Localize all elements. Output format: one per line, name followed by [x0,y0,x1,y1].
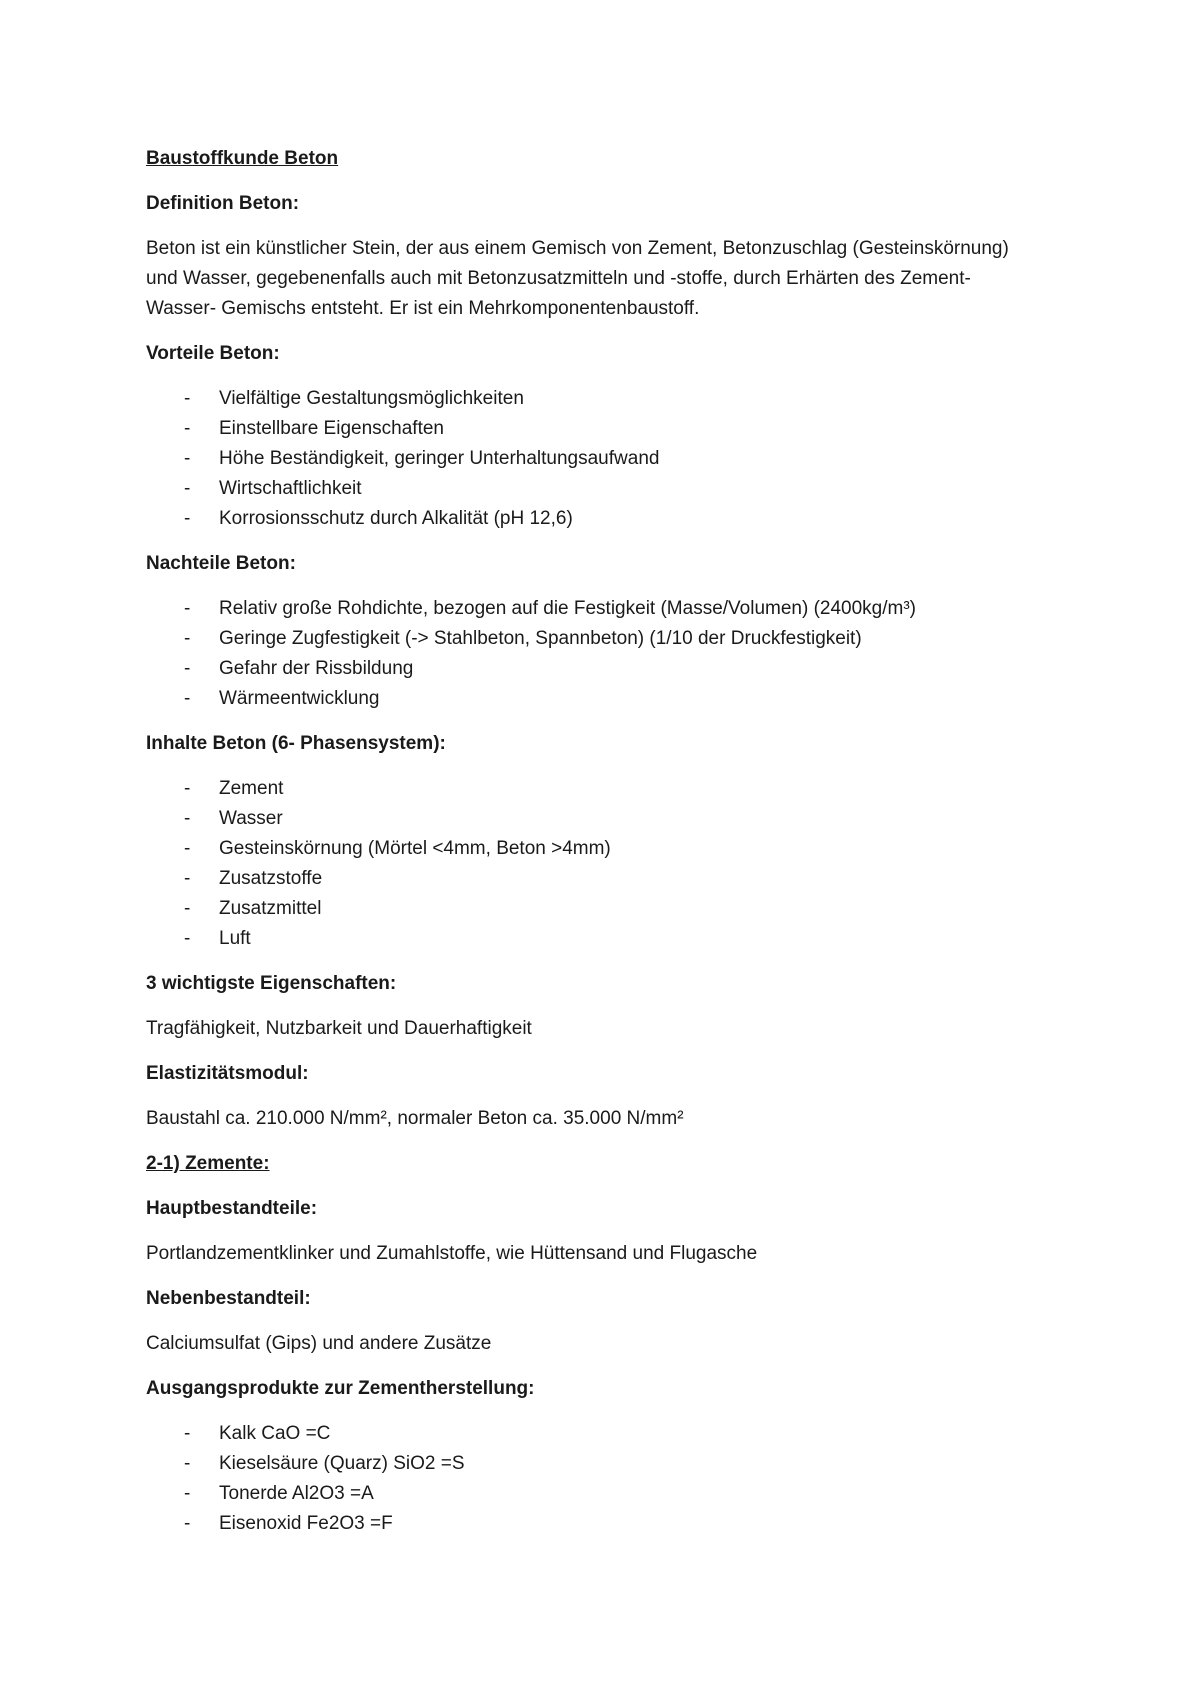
list-item-text: Tonerde Al2O3 =A [219,1483,374,1504]
list-item-text: Vielfältige Gestaltungsmöglichkeiten [219,388,524,409]
heading-emodul: Elastizitätsmodul: [146,1063,309,1084]
paragraph-eigenschaften: Tragfähigkeit, Nutzbarkeit und Dauerhaftigkeit [146,1018,532,1039]
paragraph-line: Beton ist ein künstlicher Stein, der aus einem Gemisch von Zement, Betonzuschlag (Gesteinskörnung) [146,238,1009,259]
list-item [146,444,1080,474]
list-item [146,504,1080,534]
heading-zemente: 2-1) Zemente: [146,1153,270,1174]
list-item [146,1479,1080,1509]
list-item [146,474,1080,504]
dash-bullet: - [184,808,191,829]
list-item [146,924,1080,954]
list-item [146,654,1080,684]
list-item-text: Zement [219,778,284,799]
list-item-text: Luft [219,928,251,949]
heading-hauptbestandteile: Hauptbestandteile: [146,1198,318,1219]
list-item [146,384,1080,414]
list-item-text: Kalk CaO =C [219,1423,331,1444]
list-item-text: Eisenoxid Fe2O3 =F [219,1513,393,1534]
list-item-text: Wasser [219,808,283,829]
list-item-text: Gefahr der Rissbildung [219,658,414,679]
paragraph-definition [146,234,1080,324]
paragraph-nebenbestandteil: Calciumsulfat (Gips) und andere Zusätze [146,1333,492,1354]
paragraph-line: und Wasser, gegebenenfalls auch mit Betonzusatzmitteln und -stoffe, durch Erhärten des Zement- [146,268,971,289]
heading-nebenbestandteil: Nebenbestandteil: [146,1288,311,1309]
paragraph-line: Wasser- Gemischs entsteht. Er ist ein Mehrkomponentenbaustoff. [146,298,700,319]
list-item-text: Zusatzmittel [219,898,322,919]
list-item [146,774,1080,804]
list-item [146,804,1080,834]
dash-bullet: - [184,478,191,499]
list-item-text: Höhe Beständigkeit, geringer Unterhaltungsaufwand [219,448,660,469]
dash-bullet: - [184,388,191,409]
list-item [146,1449,1080,1479]
list-ausgangsprodukte [146,1419,1080,1539]
dash-bullet: - [184,898,191,919]
list-inhalte [146,774,1080,954]
list-item [146,594,1080,624]
dash-bullet: - [184,838,191,859]
heading-definition: Definition Beton: [146,193,300,214]
dash-bullet: - [184,1513,191,1534]
dash-bullet: - [184,868,191,889]
paragraph-emodul: Baustahl ca. 210.000 N/mm², normaler Beton ca. 35.000 N/mm² [146,1108,684,1129]
document-title: Baustoffkunde Beton [146,148,339,169]
list-item [146,684,1080,714]
heading-nachteile: Nachteile Beton: [146,553,296,574]
dash-bullet: - [184,778,191,799]
heading-ausgangsprodukte: Ausgangsprodukte zur Zementherstellung: [146,1378,535,1399]
dash-bullet: - [184,418,191,439]
list-item-text: Wärmeentwicklung [219,688,380,709]
dash-bullet: - [184,508,191,529]
paragraph-hauptbestandteile: Portlandzementklinker und Zumahlstoffe, wie Hüttensand und Flugasche [146,1243,758,1264]
heading-inhalte: Inhalte Beton (6- Phasensystem): [146,733,446,754]
dash-bullet: - [184,448,191,469]
list-item-text: Zusatzstoffe [219,868,323,889]
list-item [146,864,1080,894]
dash-bullet: - [184,1453,191,1474]
list-item [146,834,1080,864]
heading-vorteile: Vorteile Beton: [146,343,280,364]
heading-eigenschaften: 3 wichtigste Eigenschaften: [146,973,397,994]
list-nachteile [146,594,1080,714]
list-item [146,1419,1080,1449]
list-item [146,894,1080,924]
dash-bullet: - [184,928,191,949]
dash-bullet: - [184,1483,191,1504]
list-item-text: Einstellbare Eigenschaften [219,418,444,439]
list-item-text: Gesteinskörnung (Mörtel <4mm, Beton >4mm) [219,838,611,859]
list-item [146,1509,1080,1539]
dash-bullet: - [184,658,191,679]
dash-bullet: - [184,688,191,709]
dash-bullet: - [184,1423,191,1444]
list-item-text: Geringe Zugfestigkeit (-> Stahlbeton, Spannbeton) (1/10 der Druckfestigkeit) [219,628,862,649]
list-vorteile [146,384,1080,534]
list-item-text: Relativ große Rohdichte, bezogen auf die Festigkeit (Masse/Volumen) (2400kg/m³) [219,598,917,619]
list-item [146,414,1080,444]
list-item-text: Wirtschaftlichkeit [219,478,362,499]
dash-bullet: - [184,598,191,619]
dash-bullet: - [184,628,191,649]
list-item [146,624,1080,654]
list-item-text: Korrosionsschutz durch Alkalität (pH 12,6) [219,508,573,529]
list-item-text: Kieselsäure (Quarz) SiO2 =S [219,1453,465,1474]
